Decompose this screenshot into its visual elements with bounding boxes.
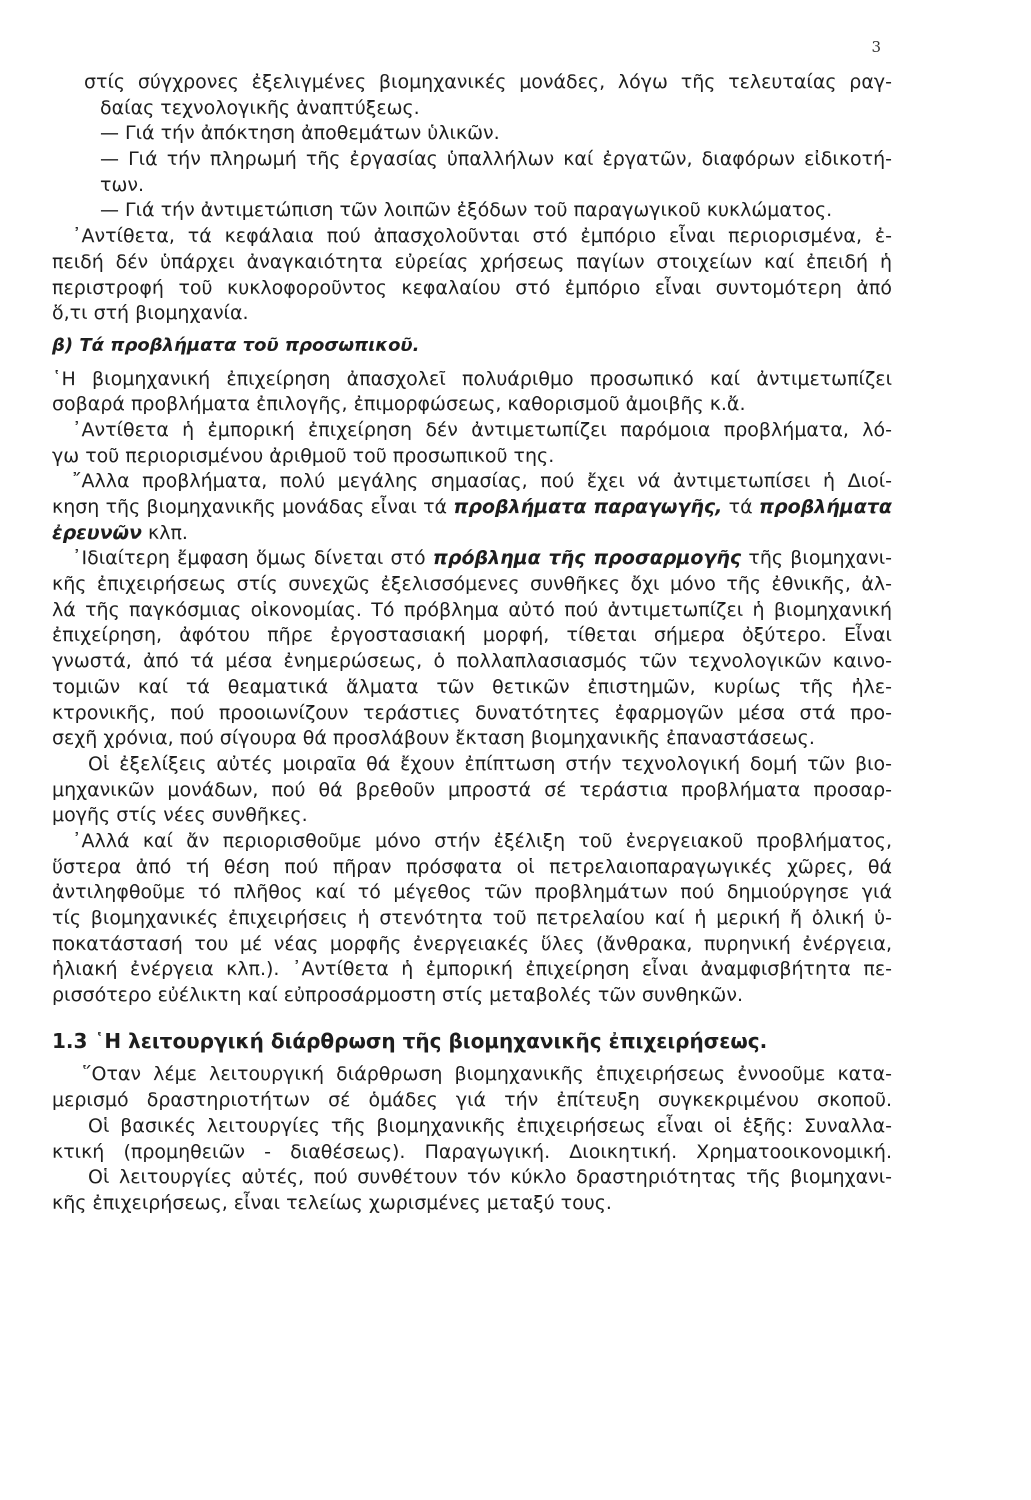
text-line: γνωστά, ἀπό τά μέσα ἐνημερώσεως, ὁ πολλαπλασιασμός τῶν τεχνολογικῶν καινο- xyxy=(52,650,892,673)
section-heading: 1.3 ῾Η λειτουργική διάρθρωση τῆς βιομηχανικῆς ἐπιχειρήσεως. xyxy=(52,1028,768,1053)
page-number: 3 xyxy=(871,38,881,56)
text-line: ᾿Αντίθετα ἡ ἐμπορική ἐπιχείρηση δέν ἀντιμετωπίζει παρόμοια προβλήματα, λό- xyxy=(72,418,892,441)
text-line xyxy=(52,546,892,572)
text-line: γω τοῦ περιορισμένου ἀριθμοῦ τοῦ προσωπικοῦ της. xyxy=(52,444,555,467)
text-line: τομιῶν καί τά θεαματικά ἅλματα τῶν θετικῶν ἐπιστημῶν, κυρίως τῆς ἠλε- xyxy=(52,675,892,698)
text-line: ᾿Αντίθετα, τά κεφάλαια πού ἀπασχολοῦνται στό ἐμπόριο εἶναι περιορισμένα, ἐ- xyxy=(72,225,892,248)
list-item: — Γιά τήν ἀπόκτηση ἀποθεμάτων ὑλικῶν. xyxy=(100,122,500,145)
text-line: κῆς ἐπιχειρήσεως, εἶναι τελείως χωρισμένες μεταξύ τους. xyxy=(52,1191,612,1214)
text-line: ὕστερα ἀπό τή θέση πού πῆραν πρόσφατα οἱ πετρελαιοπαραγωγικές χῶρες, θά xyxy=(52,855,892,878)
emphasis-problems: προβλήματα xyxy=(758,496,892,518)
text-line: ᾿Αλλά καί ἄν περιορισθοῦμε μόνο στήν ἐξέλιξη τοῦ ἐνεργειακοῦ προβλήματος, xyxy=(72,829,892,852)
text-line xyxy=(52,521,892,547)
text-line: μηχανικῶν μονάδων, πού θά βρεθοῦν μπροστά σέ τεράστια προβλήματα προσαρ- xyxy=(52,778,892,801)
text-line: ῞Οταν λέμε λειτουργική διάρθρωση βιομηχανικῆς ἐπιχειρήσεως ἐννοοῦμε κατα- xyxy=(82,1063,892,1086)
text-line: κτρονικῆς, πού προοιωνίζουν τεράστιες δυνατότητες ἐφαρμογῶν μέσα στά προ- xyxy=(52,701,892,724)
text-line xyxy=(52,495,892,521)
text-line: περιστροφή τοῦ κυκλοφοροῦντος κεφαλαίου στό ἐμπόριο εἶναι συντομότερη ἀπό xyxy=(52,276,892,299)
text-line: λά τῆς παγκόσμιας οἰκονομίας. Τό πρόβλημα αὐτό πού ἀντιμετωπίζει ἡ βιομηχανική xyxy=(52,598,892,621)
text-line: πειδή δέν ὑπάρχει ἀναγκαιότητα εὐρείας χρήσεως παγίων στοιχείων καί ἐπειδή ἡ xyxy=(52,250,892,273)
text-line: σοβαρά προβλήματα ἐπιλογῆς, ἐπιμορφώσεως, καθορισμοῦ ἀμοιβῆς κ.ἄ. xyxy=(52,393,746,416)
text-line: ὅ,τι στή βιομηχανία. xyxy=(52,302,249,325)
text-run: τῆς βιομηχανι- xyxy=(741,547,892,570)
text-line: ῾Η βιομηχανική ἐπιχείρηση ἀπασχολεῖ πολυάριθμο προσωπικό καί ἀντιμετωπίζει xyxy=(52,367,892,390)
text-line: τίς βιομηχανικές ἐπιχειρήσεις ἡ στενότητα τοῦ πετρελαίου καί ἡ μερική ἤ ὁλική ὑ- xyxy=(52,907,892,929)
emphasis-adaptation-problem: πρόβλημα τῆς προσαρμογῆς xyxy=(432,547,742,570)
list-item: — Γιά τήν πληρωμή τῆς ἐργασίας ὑπαλλήλων καί ἐργατῶν, διαφόρων εἰδικοτή- xyxy=(100,148,892,171)
text-run: τά xyxy=(722,496,759,518)
text-line: σεχῆ χρόνια, πού σίγουρα θά προσλάβουν ἔκταση βιομηχανικῆς ἐπαναστάσεως. xyxy=(52,727,815,750)
text-line: των. xyxy=(100,173,145,196)
text-line: στίς σύγχρονες ἐξελιγμένες βιομηχανικές μονάδες, λόγω τῆς τελευταίας ραγ- xyxy=(84,71,892,93)
text-line: ρισσότερο εὐέλικτη καί εὐπροσάρμοστη στίς μεταβολές τῶν συνθηκῶν. xyxy=(52,984,743,1007)
text-run: κλπ. xyxy=(141,521,188,544)
list-item: — Γιά τήν ἀντιμετώπιση τῶν λοιπῶν ἐξόδων τοῦ παραγωγικοῦ κυκλώματος. xyxy=(100,199,833,222)
text-line: Οἱ ἐξελίξεις αὐτές μοιραῖα θά ἔχουν ἐπίπτωση στήν τεχνολογική δομή τῶν βιο- xyxy=(88,752,892,775)
text-line: ἡλιακή ἐνέργεια κλπ.). ᾿Αντίθετα ἡ ἐμπορική ἐπιχείρηση εἶναι ἀναμφισβήτητα πε- xyxy=(52,958,892,981)
text-run: ᾿Ιδιαίτερη ἔμφαση ὅμως δίνεται στό xyxy=(72,547,433,570)
text-line: ποκατάστασή του μέ νέας μορφῆς ἐνεργειακές ὕλες (ἄνθρακα, πυρηνική ἐνέργεια, xyxy=(52,932,892,955)
subsection-heading: β) Τά προβλήματα τοῦ προσωπικοῦ. xyxy=(52,334,420,356)
text-line: κῆς ἐπιχειρήσεως στίς συνεχῶς ἐξελισσόμενες συνθῆκες ὄχι μόνο τῆς ἐθνικῆς, ἀλ- xyxy=(52,573,892,596)
text-line: μογῆς στίς νέες συνθῆκες. xyxy=(52,804,308,827)
text-line: ῎Αλλα προβλήματα, πολύ μεγάλης σημασίας, πού ἔχει νά ἀντιμετωπίσει ἡ Διοί- xyxy=(72,470,892,493)
text-run: κηση τῆς βιομηχανικῆς μονάδας εἶναι τά xyxy=(52,496,454,518)
text-line: κτική (προμηθειῶν - διαθέσεως). Παραγωγική. Διοικητική. Χρηματοοικονομική. xyxy=(52,1140,892,1163)
emphasis-research: ἐρευνῶν xyxy=(52,521,142,544)
text-line: μερισμό δραστηριοτήτων σέ ὁμάδες γιά τήν ἐπίτευξη συγκεκριμένου σκοποῦ. xyxy=(52,1089,892,1112)
text-line: Οἱ λειτουργίες αὐτές, πού συνθέτουν τόν κύκλο δραστηριότητας τῆς βιομηχανι- xyxy=(88,1166,892,1189)
text-line: ἐπιχείρηση, ἀφότου πῆρε ἐργοστασιακή μορφή, τίθεται σήμερα ὀξύτερο. Εἶναι xyxy=(52,624,892,647)
text-line: Οἱ βασικές λειτουργίες τῆς βιομηχανικῆς ἐπιχειρήσεως εἶναι οἱ ἑξῆς: Συναλλα- xyxy=(88,1114,892,1137)
text-line: ἀντιληφθοῦμε τό πλῆθος καί τό μέγεθος τῶν προβλημάτων πού δημιούργησε γιά xyxy=(52,881,892,904)
page-body xyxy=(52,70,892,1217)
text-line: δαίας τεχνολογικῆς ἀναπτύξεως. xyxy=(100,96,420,119)
emphasis-production-problems: προβλήματα παραγωγῆς, xyxy=(453,496,723,518)
